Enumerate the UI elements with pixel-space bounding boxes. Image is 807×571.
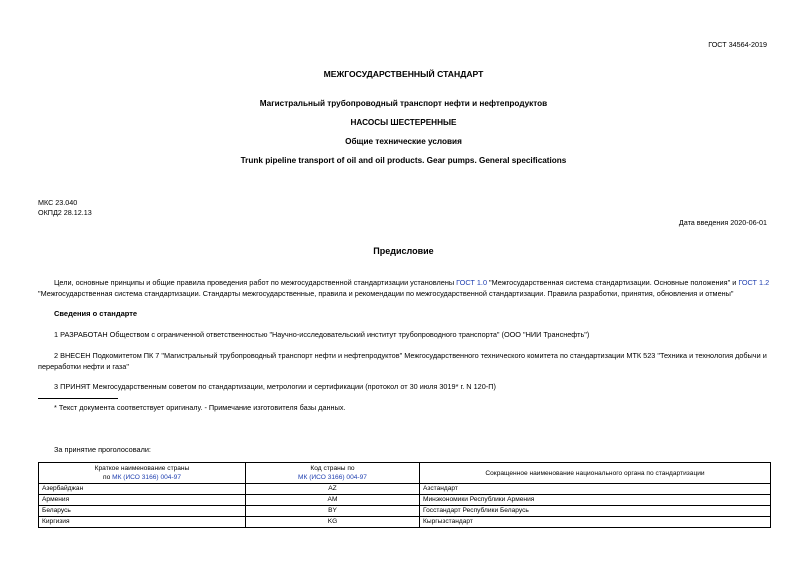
title-line3: Общие технические условия bbox=[345, 137, 462, 146]
header-code: Код страны по МК (ИСО 3166) 004-97 bbox=[246, 463, 420, 484]
code-cell: AZ bbox=[246, 484, 420, 495]
mk-iso-link-1[interactable]: МК (ИСО 3166) 004-97 bbox=[112, 474, 181, 481]
table-row bbox=[39, 517, 771, 528]
body-cell: Госстандарт Республики Беларусь bbox=[420, 506, 771, 517]
table-row bbox=[39, 506, 771, 517]
preface-text-a: Цели, основные принципы и общие правила проведения работ по межгосударственной стандартизации установлены bbox=[54, 278, 457, 287]
voting-table bbox=[38, 462, 771, 528]
body-cell: Азстандарт bbox=[420, 484, 771, 495]
country-cell: Киргизия bbox=[39, 517, 246, 528]
header-body: Сокращенное наименование национального органа по стандартизации bbox=[420, 463, 771, 484]
body-cell: Кыргызстандарт bbox=[420, 517, 771, 528]
info-heading: Сведения о стандарте bbox=[54, 309, 138, 318]
title-en: Trunk pipeline transport of oil and oil products. Gear pumps. General specifications bbox=[240, 156, 567, 165]
mks-code: МКС 23.040 bbox=[38, 198, 78, 207]
body-cell: Минэкономики Республики Армения bbox=[420, 495, 771, 506]
preface-text-b: "Межгосударственная система стандартизации. Основные положения" и bbox=[487, 278, 739, 287]
gost-1-2-link[interactable]: ГОСТ 1.2 bbox=[738, 278, 770, 287]
code-cell: BY bbox=[246, 506, 420, 517]
country-cell: Армения bbox=[39, 495, 246, 506]
preface-heading: Предисловие bbox=[373, 246, 434, 256]
preface-text-c: "Межгосударственная система стандартизации. Стандарты межгосударственные, правила и рекомендации по межгосударственной стандартизации. Правила разработки, принятия, обновления и отмены" bbox=[38, 289, 734, 298]
gost-1-0-link[interactable]: ГОСТ 1.0 bbox=[456, 278, 487, 287]
standard-type: МЕЖГОСУДАРСТВЕННЫЙ СТАНДАРТ bbox=[323, 69, 484, 79]
code-cell: AM bbox=[246, 495, 420, 506]
item-2 bbox=[38, 350, 770, 372]
item-1: 1 РАЗРАБОТАН Обществом с ограниченной ответственностью "Научно-исследовательский институт трубопроводного транспорта" (ООО "НИИ Транснефть") bbox=[54, 330, 590, 339]
item-2-line1: 2 ВНЕСЕН Подкомитетом ПК 7 "Магистральный трубопроводный транспорт нефти и нефтепродуктов" Межгосударственного технического комитета по стандартизации МТК 523 "Техника и технология добычи и bbox=[54, 351, 767, 360]
table-row bbox=[39, 484, 771, 495]
footnote-divider bbox=[38, 398, 118, 399]
country-cell: Азербайджан bbox=[39, 484, 246, 495]
item-2-line2: переработки нефти и газа" bbox=[38, 362, 129, 371]
footnote: * Текст документа соответствует оригиналу. - Примечание изготовителя базы данных. bbox=[54, 403, 346, 412]
country-cell: Беларусь bbox=[39, 506, 246, 517]
table-row bbox=[39, 495, 771, 506]
title-line2: НАСОСЫ ШЕСТЕРЕННЫЕ bbox=[350, 118, 457, 127]
intro-date: Дата введения 2020-06-01 bbox=[678, 218, 767, 227]
mk-iso-link-2[interactable]: МК (ИСО 3166) 004-97 bbox=[298, 474, 367, 481]
item-3: 3 ПРИНЯТ Межгосударственным советом по стандартизации, метрологии и сертификации (протокол от 30 июля 3019* г. N 120-П) bbox=[54, 382, 496, 391]
okpd-code: ОКПД2 28.12.13 bbox=[38, 208, 92, 217]
header-country: Краткое наименование страны по МК (ИСО 3166) 004-97 bbox=[39, 463, 246, 484]
title-line1: Магистральный трубопроводный транспорт нефти и нефтепродуктов bbox=[259, 99, 548, 108]
voted-label: За принятие проголосовали: bbox=[54, 445, 151, 454]
table-header-row bbox=[39, 463, 771, 484]
preface-paragraph bbox=[38, 277, 770, 299]
code-cell: KG bbox=[246, 517, 420, 528]
doc-number: ГОСТ 34564-2019 bbox=[708, 40, 767, 49]
